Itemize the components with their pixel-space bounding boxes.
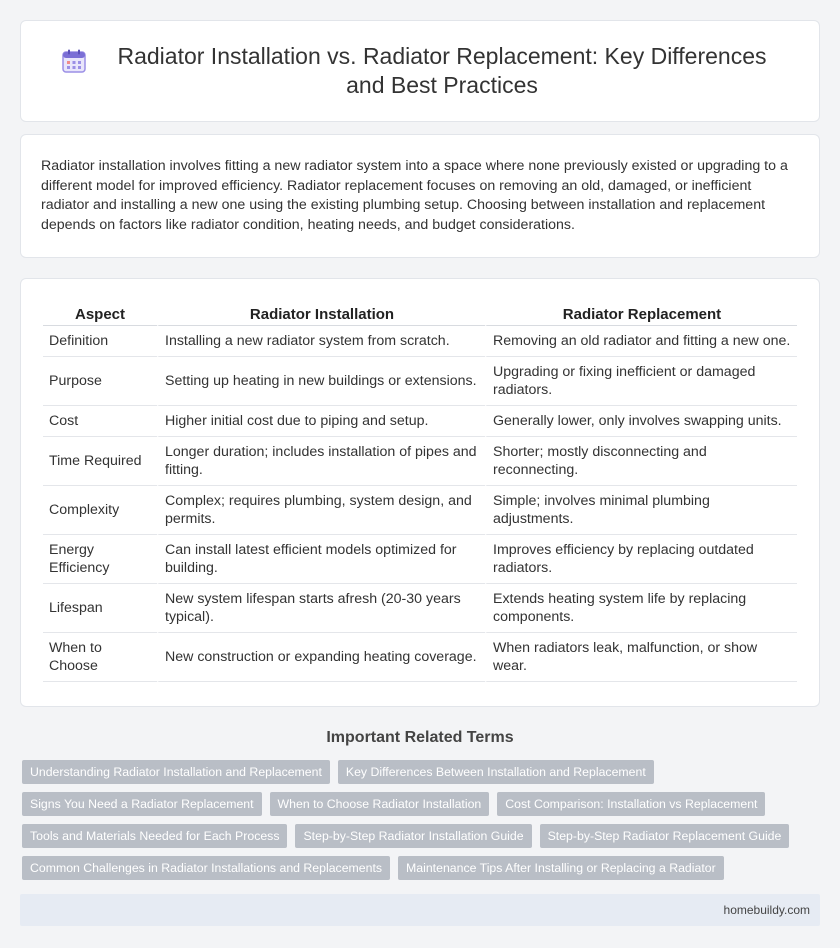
row-replacement: When radiators leak, malfunction, or show wear. (485, 633, 797, 682)
intro-card (20, 134, 820, 258)
footer-site: homebuildy.com (723, 903, 810, 917)
table-row (43, 584, 797, 633)
table-row (43, 406, 797, 437)
related-term-tag[interactable]: Key Differences Between Installation and Replacement (338, 760, 654, 784)
row-installation: Setting up heating in new buildings or extensions. (157, 357, 485, 406)
header-installation: Radiator Installation (157, 301, 485, 326)
row-aspect: When to Choose (43, 633, 157, 682)
row-aspect: Complexity (43, 486, 157, 535)
row-replacement: Improves efficiency by replacing outdated radiators. (485, 535, 797, 584)
row-aspect: Definition (43, 326, 157, 357)
row-installation: Can install latest efficient models optimized for building. (157, 535, 485, 584)
footer (20, 894, 820, 926)
related-term-tag[interactable]: Tools and Materials Needed for Each Process (22, 824, 287, 848)
row-installation: Longer duration; includes installation of pipes and fitting. (157, 437, 485, 486)
related-term-tag[interactable]: Cost Comparison: Installation vs Replacement (497, 792, 765, 816)
row-installation: New construction or expanding heating coverage. (157, 633, 485, 682)
header-inner (61, 42, 779, 100)
table-row (43, 437, 797, 486)
row-installation: New system lifespan starts afresh (20-30 years typical). (157, 584, 485, 633)
header-replacement: Radiator Replacement (485, 301, 797, 326)
related-term-tag[interactable]: Understanding Radiator Installation and Replacement (22, 760, 330, 784)
header-aspect: Aspect (43, 301, 157, 326)
related-term-tag[interactable]: Signs You Need a Radiator Replacement (22, 792, 262, 816)
row-aspect: Cost (43, 406, 157, 437)
row-replacement: Removing an old radiator and fitting a new one. (485, 326, 797, 357)
related-terms-list (22, 760, 820, 888)
comparison-table (43, 301, 797, 682)
page-title: Radiator Installation vs. Radiator Replacement: Key Differences and Best Practices (117, 43, 767, 98)
header-card (20, 20, 820, 122)
related-term-tag[interactable]: When to Choose Radiator Installation (270, 792, 490, 816)
row-replacement: Shorter; mostly disconnecting and reconnecting. (485, 437, 797, 486)
row-replacement: Upgrading or fixing inefficient or damaged radiators. (485, 357, 797, 406)
comparison-table-card (20, 278, 820, 707)
table-row (43, 535, 797, 584)
table-row (43, 633, 797, 682)
intro-text: Radiator installation involves fitting a new radiator system into a space where none previously existed or upgrading to a different model for improved efficiency. Radiator replacement focuses on removing an old, damaged, or inefficient radiator and installing a new one using the existing plumbing setup. Choosing between installation and replacement depends on factors like radiator condition, heating needs, and budget considerations. (41, 158, 788, 233)
related-term-tag[interactable]: Step-by-Step Radiator Replacement Guide (540, 824, 790, 848)
related-term-tag[interactable]: Step-by-Step Radiator Installation Guide (295, 824, 531, 848)
row-installation: Installing a new radiator system from scratch. (157, 326, 485, 357)
table-header-row (43, 301, 797, 326)
row-installation: Higher initial cost due to piping and setup. (157, 406, 485, 437)
related-term-tag[interactable]: Common Challenges in Radiator Installations and Replacements (22, 856, 390, 880)
related-terms-title: Important Related Terms (326, 729, 514, 746)
row-aspect: Purpose (43, 357, 157, 406)
table-body (43, 326, 797, 682)
row-aspect: Lifespan (43, 584, 157, 633)
row-aspect: Time Required (43, 437, 157, 486)
table-row (43, 326, 797, 357)
row-replacement: Generally lower, only involves swapping units. (485, 406, 797, 437)
row-installation: Complex; requires plumbing, system design, and permits. (157, 486, 485, 535)
row-replacement: Extends heating system life by replacing components. (485, 584, 797, 633)
table-row (43, 357, 797, 406)
row-aspect: Energy Efficiency (43, 535, 157, 584)
calendar-icon (61, 48, 87, 74)
row-replacement: Simple; involves minimal plumbing adjustments. (485, 486, 797, 535)
related-term-tag[interactable]: Maintenance Tips After Installing or Replacing a Radiator (398, 856, 724, 880)
table-row (43, 486, 797, 535)
